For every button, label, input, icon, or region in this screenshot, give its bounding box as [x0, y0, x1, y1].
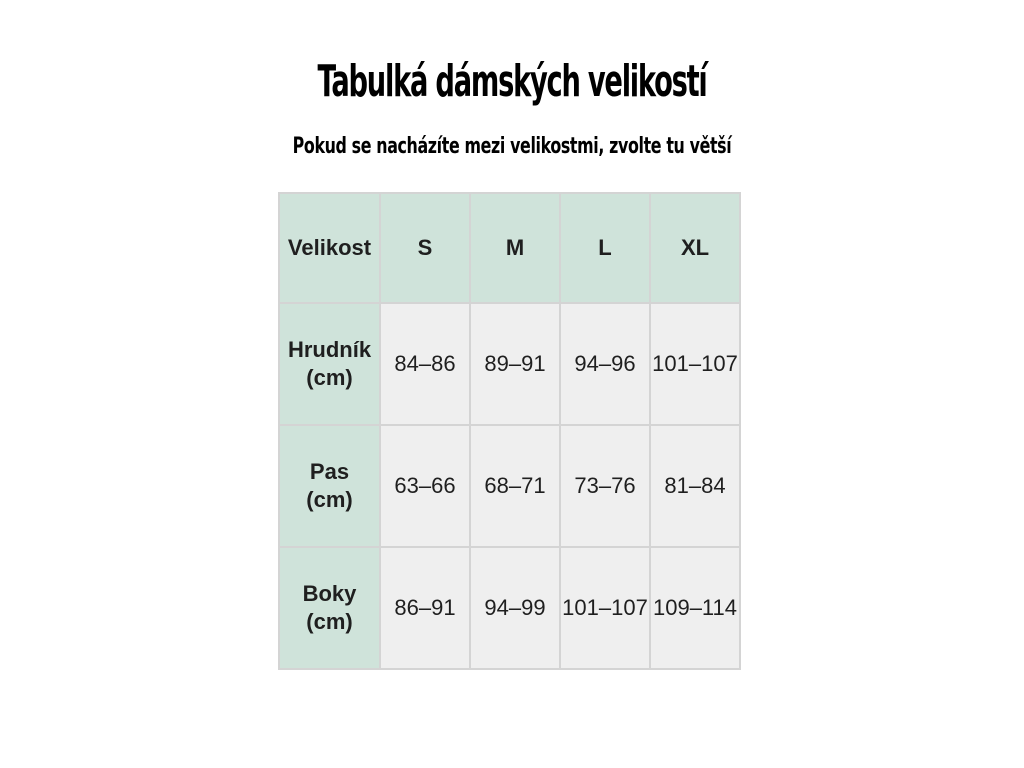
header-cell-m: M	[470, 193, 560, 303]
row-label-text: Pas	[309, 459, 350, 484]
table-row	[279, 303, 740, 425]
header-cell-s: S	[380, 193, 470, 303]
table-cell: 68–71	[470, 425, 560, 547]
table-cell: 86–91	[380, 547, 470, 669]
table-cell: 89–91	[470, 303, 560, 425]
header-cell-l: L	[560, 193, 650, 303]
row-label-unit: (cm)	[306, 487, 353, 512]
table-cell: 84–86	[380, 303, 470, 425]
row-label-chest	[279, 303, 380, 425]
header-cell-xl: XL	[650, 193, 740, 303]
row-label-unit: (cm)	[306, 609, 353, 634]
table-cell: 101–107	[560, 547, 650, 669]
table-cell: 81–84	[650, 425, 740, 547]
page-title: Tabulká dámských velikostí	[317, 56, 707, 107]
page-subtitle: Pokud se nacházíte mezi velikostmi, zvolte tu větší	[292, 134, 732, 159]
row-label-unit: (cm)	[306, 365, 353, 390]
table-cell: 73–76	[560, 425, 650, 547]
table-row	[279, 425, 740, 547]
row-label-waist	[279, 425, 380, 547]
row-label-text: Hrudník	[287, 337, 372, 362]
row-label-text: Boky	[302, 581, 357, 606]
table-cell: 63–66	[380, 425, 470, 547]
table-cell: 101–107	[650, 303, 740, 425]
table-cell: 94–96	[560, 303, 650, 425]
table-cell: 109–114	[650, 547, 740, 669]
header-cell-size: Velikost	[279, 193, 380, 303]
table-cell: 94–99	[470, 547, 560, 669]
row-label-hips	[279, 547, 380, 669]
table-header-row	[279, 193, 740, 303]
table-row	[279, 547, 740, 669]
size-chart-table	[278, 192, 741, 670]
